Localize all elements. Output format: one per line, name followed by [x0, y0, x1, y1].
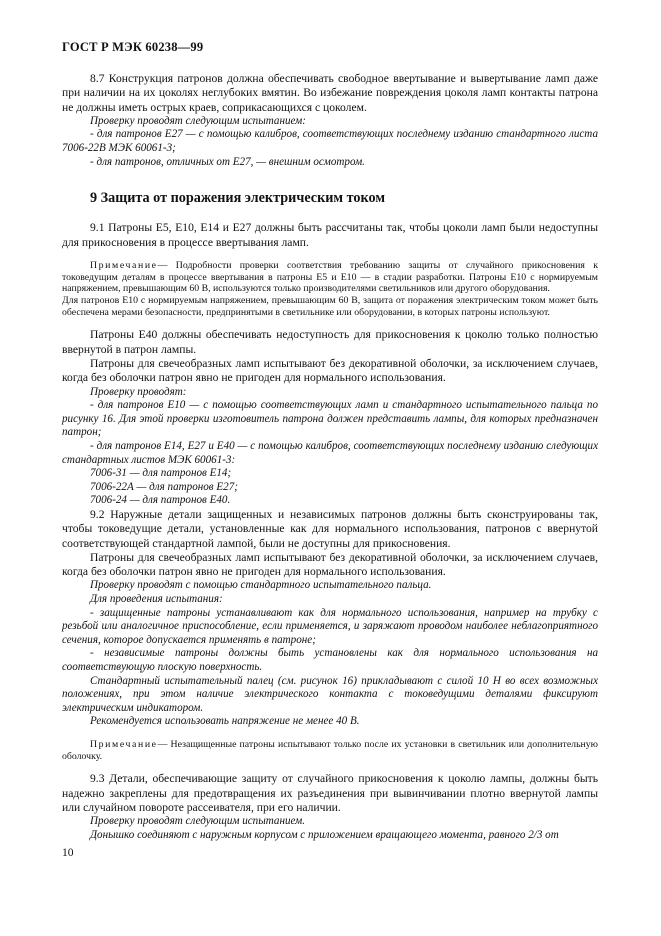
note-label: Примечание [90, 259, 158, 271]
page-number: 10 [62, 846, 74, 859]
note-label: Примечание [90, 738, 158, 750]
sheet-7006-24: 7006-24 — для патронов Е40. [90, 494, 231, 507]
section-9-heading: 9 Защита от поражения электрическим током [90, 190, 385, 207]
test-intro-italic: Проверку проводят следующим испытанием: [90, 114, 306, 127]
test-item-protected: - защищенные патроны устанавливают как для нормального использования, например на трубку с резьбой или аналогичное приспособление, если применяется, и заряжают проводом наиболее неблагоприятного сечения, которое допускается применять в патроне; [62, 606, 598, 646]
clause-9-3-paragraph: 9.3 Детали, обеспечивающие защиту от случайного прикосновения к цоколю лампы, должны быть надежно закреплены для предотвращения их разъединения при вывинчивании плотно ввернутой лампы или случайном повороте рассеивателя, при его наличии. [62, 772, 598, 814]
page-content [62, 72, 598, 842]
paragraph-candle-lamps: Патроны для свечеобразных ламп испытывают без декоративной оболочки, за исключением случаев, когда без оболочки патрон явно не пригоден для нормального использования. [62, 356, 598, 385]
test-procedure-intro: Для проведения испытания: [90, 592, 223, 605]
page-header: ГОСТ Р МЭК 60238—99 [62, 40, 204, 54]
clause-9-1-paragraph: 9.1 Патроны Е5, Е10, Е14 и Е27 должны быть рассчитаны так, чтобы цоколи ламп были недоступны для прикосновения в процессе ввертывания ламп. [62, 221, 598, 249]
paragraph-candle-lamps-2: Патроны для свечеобразных ламп испытывают без декоративной оболочки, за исключением случаев, когда без оболочки патрон явно не пригоден для нормального использования. [62, 550, 598, 579]
paragraph-e40: Патроны Е40 должны обеспечивать недоступность для прикосновения к цоколю только полностью ввернутой в патрон лампы. [62, 328, 598, 356]
test-torque: Донышко соединяют с наружным корпусом с приложением вращающего момента, равного 2/3 от [90, 828, 559, 841]
note-2 [62, 739, 598, 762]
test-item-e10: - для патронов Е10 — с помощью соответствующих ламп и стандартного испытательного пальца по рисунку 16. Для этой проверки изготовитель патрона должен представить лампы, для которых предназначен патрон; [62, 399, 598, 439]
note-1 [62, 260, 598, 295]
sheet-7006-22a: 7006-22А — для патронов Е27; [90, 480, 238, 493]
test-intro-italic-3: Проверку проводят следующим испытанием. [90, 815, 305, 828]
test-item-other: - для патронов, отличных от Е27, — внешним осмотром. [90, 155, 365, 168]
test-voltage: Рекомендуется использовать напряжение не менее 40 В. [90, 715, 360, 728]
test-item-e27: - для патронов Е27 — с помощью калибров, соответствующих последнему изданию стандартного листа 7006-22В МЭК 60061-3; [62, 128, 598, 155]
note-text: — Подробности проверки соответствия требованию защиты от случайного прикосновения к токоведущим деталям в процессе ввертывания в патроны Е5 и Е10 — в стадии разработки. Патроны Е10 с нормируемым напряжением, превышающим 60 В, используются только производителями светильников или другого оборудования. [62, 259, 598, 295]
clause-8-7-paragraph: 8.7 Конструкция патронов должна обеспечивать свободное ввертывание и вывертывание ламп даже при наличии на их цоколях неглубоких вмятин. Во избежание повреждения цоколя ламп контакты патрона не должны иметь острых краев, соприкасающихся с цоколем. [62, 72, 598, 114]
note-text: — Незащищенные патроны испытывают только после их установки в светильник или дополнительную оболочку. [62, 738, 598, 762]
test-finger-force: Стандартный испытательный палец (см. рисунок 16) прикладывают с силой 10 Н во всех возможных положениях, при этом наличие электрического контакта с токоведущими деталями фиксируют электрическим индикатором. [62, 674, 598, 714]
clause-9-2-paragraph: 9.2 Наружные детали защищенных и независимых патронов должны быть сконструированы так, чтобы токоведущие детали, установленные как для нормального использования, патронов с ввернутой соответствующей стандартной лампой, были не доступны для прикосновения. [62, 507, 598, 550]
small-paragraph-e10: Для патронов Е10 с нормируемым напряжением, превышающим 60 В, защита от поражения электрическим током может быть обеспечена мерами безопасности, предпринятыми в светильнике или оборудовании, в которых патроны используют. [62, 294, 598, 318]
test-item-independent: - независимые патроны должны быть установлены как для нормального использования на соответствующую плоскую поверхность. [62, 647, 598, 673]
test-intro-italic-2: Проверку проводят: [90, 385, 187, 398]
test-finger-italic: Проверку проводят с помощью стандартного испытательного пальца. [90, 579, 432, 592]
test-item-e14-e27-e40: - для патронов Е14, Е27 и Е40 — с помощью калибров, соответствующих последнему изданию следующих стандартных листов МЭК 60061-3: [62, 439, 598, 466]
sheet-7006-31: 7006-31 — для патронов Е14; [90, 467, 232, 480]
